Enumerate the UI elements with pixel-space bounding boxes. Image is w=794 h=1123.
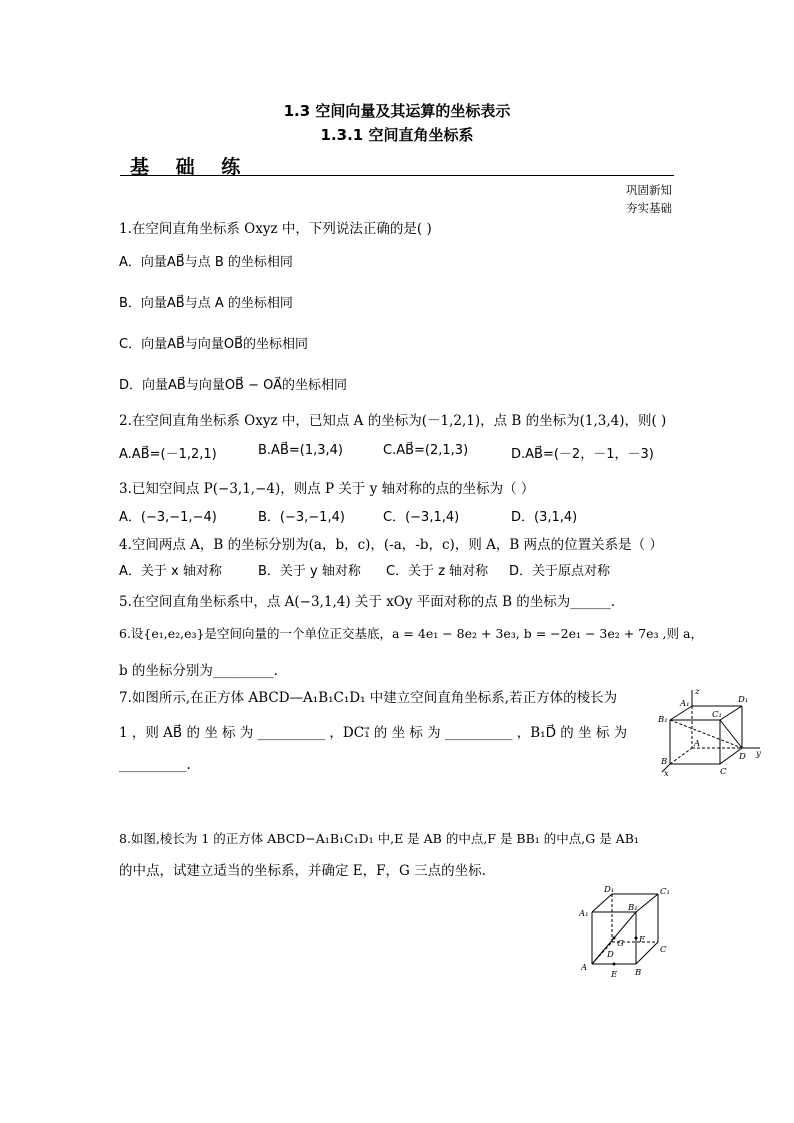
q1-option-d: D．向量AB⃗与向量OB⃗ − OA⃗的坐标相同 bbox=[119, 378, 348, 393]
label-c: C bbox=[660, 945, 667, 955]
q6-line-1: 6.设{e₁,e₂,e₃}是空间向量的一个单位正交基底，a = 4e₁ − 8e₂ + 3e₃, b = −2e₁ − 3e₂ + 7e₃ ,则 a， bbox=[119, 626, 703, 641]
label-z: z bbox=[695, 687, 700, 697]
label-d: D bbox=[739, 752, 746, 762]
q1-option-a: A．向量AB⃗与点 B 的坐标相同 bbox=[119, 255, 293, 270]
label-d1: D₁ bbox=[604, 885, 615, 895]
section-heading: 基 础 练 bbox=[130, 156, 251, 178]
label-a1: A₁ bbox=[579, 909, 589, 919]
q7-line-1: 7.如图所示,在正方体 ABCD—A₁B₁C₁D₁ 中建立空间直角坐标系,若正方体的棱长为 bbox=[119, 690, 618, 706]
label-d: D bbox=[607, 950, 614, 960]
q4-option-a: A．关于 x 轴对称 bbox=[119, 564, 222, 579]
q2-option-c: C.AB⃗=(2,1,3) bbox=[383, 443, 469, 458]
label-b1: B₁ bbox=[628, 903, 638, 913]
q4-stem: 4.空间两点 A，B 的坐标分别为(a，b，c)，(-a，-b，c)，则 A，B 两点的位置关系是（ ） bbox=[119, 537, 663, 553]
label-b: B bbox=[635, 968, 642, 978]
q3-option-b: B．(−3,−1,4) bbox=[258, 510, 345, 525]
label-a: A bbox=[581, 963, 588, 973]
label-e: E bbox=[611, 970, 618, 980]
label-c: C bbox=[720, 767, 727, 777]
cube-efg-figure bbox=[572, 884, 682, 984]
q2-stem: 2.在空间直角坐标系 Oxyz 中，已知点 A 的坐标为(－1,2,1)，点 B 的坐标为(1,3,4)，则( ) bbox=[119, 413, 667, 429]
label-d1: D₁ bbox=[738, 695, 749, 705]
section-rule bbox=[120, 175, 674, 176]
q5-stem: 5.在空间直角坐标系中，点 A(−3,1,4) 关于 xOy 平面对称的点 B 的坐标为______. bbox=[119, 594, 616, 610]
q2-option-d: D.AB⃗=(－2，－1，－3) bbox=[511, 447, 654, 462]
page-subtitle: 1.3.1 空间直角坐标系 bbox=[320, 126, 474, 144]
tag-line-1: 巩固新知 bbox=[626, 183, 672, 197]
q8-line-2: 的中点，试建立适当的坐标系，并确定 E，F，G 三点的坐标. bbox=[119, 863, 486, 879]
q2-option-a: A.AB⃗=(－1,2,1) bbox=[119, 447, 217, 462]
label-a1: A₁ bbox=[680, 699, 690, 709]
q3-option-d: D．(3,1,4) bbox=[511, 510, 578, 525]
q4-option-b: B．关于 y 轴对称 bbox=[258, 564, 361, 579]
q7-line-2: 1 ，则 AB⃗ 的 坐 标 为 __________ ，DC₁⃗ 的 坐 标 为 __________ ，B₁D⃗ 的 坐 标 为 bbox=[119, 725, 628, 741]
label-c1: C₁ bbox=[712, 710, 722, 720]
q6-line-2: b 的坐标分别为_________. bbox=[119, 663, 278, 679]
q1-stem: 1.在空间直角坐标系 Oxyz 中，下列说法正确的是( ) bbox=[119, 221, 432, 237]
q3-stem: 3.已知空间点 P(−3,1,−4)，则点 P 关于 y 轴对称的点的坐标为（ ） bbox=[119, 481, 535, 497]
q1-option-c: C．向量AB⃗与向量OB⃗的坐标相同 bbox=[119, 337, 309, 352]
q3-option-a: A．(−3,−1,−4) bbox=[119, 510, 217, 525]
tag-line-2: 夯实基础 bbox=[626, 201, 672, 215]
q8-line-1: 8.如图,棱长为 1 的正方体 ABCD−A₁B₁C₁D₁ 中,E 是 AB 的中点,F 是 BB₁ 的中点,G 是 AB₁ bbox=[119, 831, 639, 846]
q1-option-b: B．向量AB⃗与点 A 的坐标相同 bbox=[119, 296, 293, 311]
q7-line-3: __________. bbox=[119, 757, 191, 773]
label-g: G bbox=[617, 939, 624, 949]
label-b1: B₁ bbox=[658, 715, 668, 725]
label-a: A bbox=[694, 739, 701, 749]
cube-axes-figure bbox=[650, 684, 770, 780]
label-y: y bbox=[756, 749, 761, 759]
q3-option-c: C．(−3,1,4) bbox=[383, 510, 460, 525]
page-title: 1.3 空间向量及其运算的坐标表示 bbox=[283, 102, 511, 120]
label-f: F bbox=[639, 935, 645, 945]
label-x: x bbox=[664, 769, 669, 779]
q4-option-c: C．关于 z 轴对称 bbox=[386, 564, 489, 579]
label-b: B bbox=[661, 757, 668, 767]
q2-option-b: B.AB⃗=(1,3,4) bbox=[258, 443, 343, 458]
label-c1: C₁ bbox=[660, 887, 670, 897]
q4-option-d: D．关于原点对称 bbox=[509, 564, 611, 579]
